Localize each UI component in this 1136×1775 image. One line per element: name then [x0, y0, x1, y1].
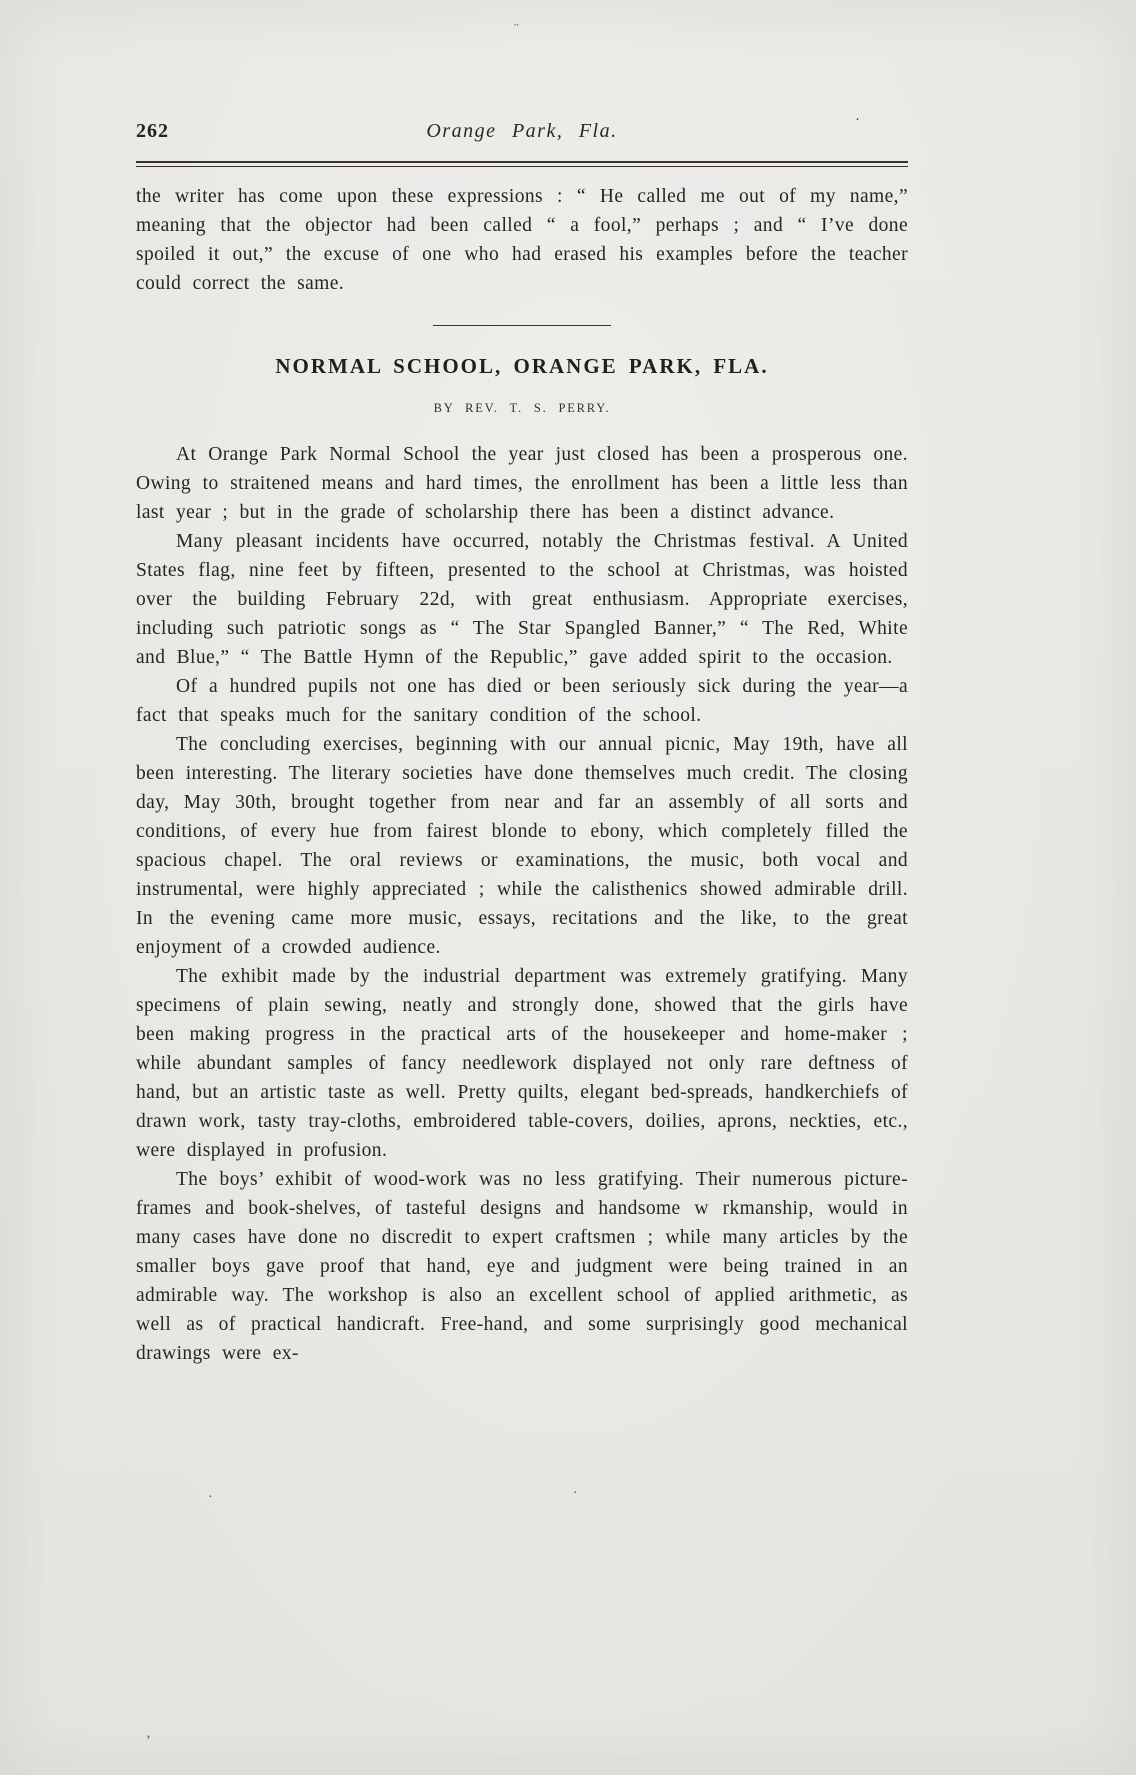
- section-divider: [433, 325, 611, 326]
- header-double-rule: [136, 161, 908, 167]
- page-content: [136, 112, 908, 1368]
- article-paragraph: The boys’ exhibit of wood-work was no less gratifying. Their numerous picture-frames and book-shelves, of tasteful designs and handsome w rkmanship, would in many cases have done no discredit to expert craftsmen ; while many articles by the smaller boys gave proof that hand, eye and judgment were being trained in an admirable way. The workshop is also an excellent school of applied arithmetic, as well as of practical handicraft. Free-hand, and some surprisingly good mechanical drawings were ex-: [136, 1169, 908, 1364]
- article-byline: BY REV. T. S. PERRY.: [433, 401, 611, 415]
- scan-artifact: ¨: [514, 22, 519, 37]
- page-number: 262: [136, 120, 169, 142]
- page-header: [136, 112, 908, 154]
- article-body: [136, 182, 908, 1368]
- article-paragraph: At Orange Park Normal School the year just closed has been a prosperous one. Owing to straitened means and hard times, the enrollment has been a little less than last year ; but in the grade of scholarship there has been a distinct advance.: [136, 444, 908, 523]
- scan-artifact: ·: [208, 1490, 213, 1505]
- scan-artifact: ·: [855, 112, 860, 128]
- article-paragraph: Many pleasant incidents have occurred, notably the Christmas festival. A United States flag, nine feet by fifteen, presented to the school at Christmas, was hoisted over the building February 22d, with great enthusiasm. Appropriate exercises, including such patriotic songs as “ The Star Spangled Banner,” “ The Red, White and Blue,” “ The Battle Hymn of the Republic,” gave added spirit to the occasion.: [136, 531, 908, 668]
- scan-artifact: ‚: [146, 1726, 151, 1741]
- running-title: Orange Park, Fla.: [426, 120, 618, 142]
- article-paragraph: The exhibit made by the industrial department was extremely gratifying. Many specimens of plain sewing, neatly and strongly done, showed that the girls have been making progress in the practical arts of the housekeeper and home-maker ; while abundant samples of fancy needlework displayed not only rare deftness of hand, but an artistic taste as well. Pretty quilts, elegant bed-spreads, handkerchiefs of drawn work, tasty tray-cloths, embroidered table-covers, doilies, aprons, neckties, etc., were displayed in profusion.: [136, 966, 908, 1161]
- scan-artifact: ·: [573, 1486, 578, 1501]
- article-paragraph: Of a hundred pupils not one has died or been seriously sick during the year—a fact that speaks much for the sanitary condition of the school.: [136, 676, 908, 726]
- article-paragraph: The concluding exercises, beginning with our annual picnic, May 19th, have all been interesting. The literary societies have done themselves much credit. The closing day, May 30th, brought together from near and far an assembly of all sorts and conditions, of every hue from fairest blonde to ebony, which completely filled the spacious chapel. The oral reviews or examinations, the music, both vocal and instrumental, were highly appreciated ; while the calisthenics showed admirable drill. In the evening came more music, essays, recitations and the like, to the great enjoyment of a crowded audience.: [136, 734, 908, 958]
- article-title: NORMAL SCHOOL, ORANGE PARK, FLA.: [275, 354, 769, 378]
- continuation-paragraph: the writer has come upon these expressions : “ He called me out of my name,” meaning that the objector had been called “ a fool,” perhaps ; and “ I’ve done spoiled it out,” the excuse of one who had erased his examples before the teacher could correct the same.: [136, 186, 908, 294]
